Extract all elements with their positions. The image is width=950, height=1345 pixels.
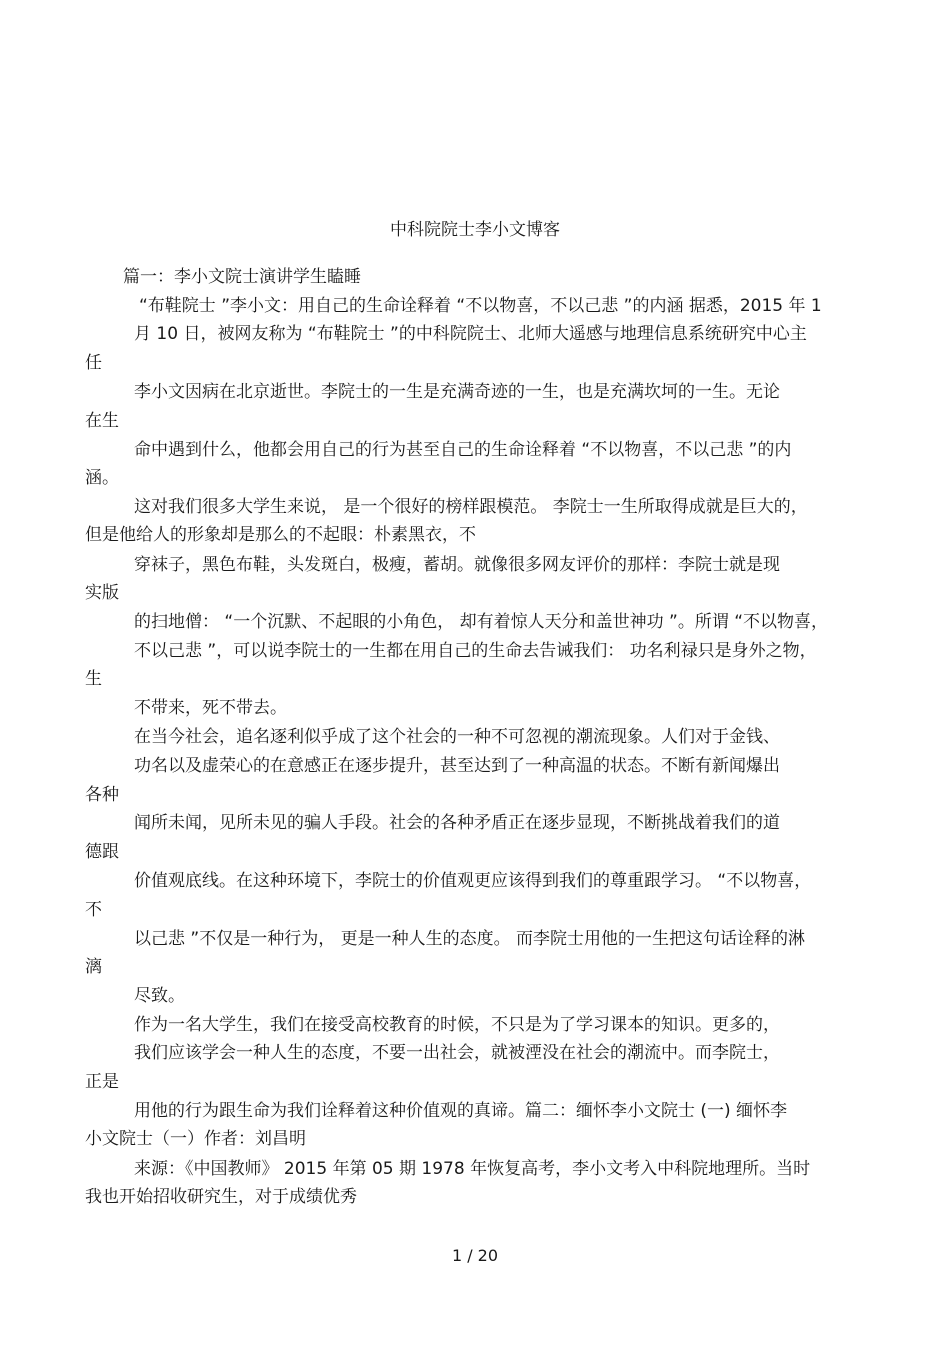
body-line: 德跟 — [85, 842, 119, 862]
body-line: 以己悲 ”不仅是一种行为， 更是一种人生的态度。 而李院士用他的一生把这句话诠释的淋 — [134, 929, 806, 949]
body-line: 我们应该学会一种人生的态度，不要一出社会，就被湮没在社会的潮流中。而李院士， — [134, 1043, 780, 1063]
body-line: 正是 — [85, 1072, 119, 1092]
body-line: 的扫地僧： “一个沉默、不起眼的小角色， 却有着惊人天分和盖世神功 ”。所谓 “不以物喜， — [134, 612, 829, 632]
body-line: 小文院士（一）作者：刘昌明 — [85, 1129, 306, 1149]
body-line: 各种 — [85, 785, 119, 805]
document-title: 中科院院士李小文博客 — [390, 220, 560, 240]
body-line: 我也开始招收研究生，对于成绩优秀 — [85, 1187, 357, 1207]
body-line: 尽致。 — [134, 986, 185, 1006]
body-line: 但是他给人的形象却是那么的不起眼：朴素黑衣，不 — [85, 525, 476, 545]
body-line: 在当今社会，追名逐利似乎成了这个社会的一种不可忽视的潮流现象。人们对于金钱、 — [134, 727, 780, 747]
body-line: 价值观底线。在这种环境下，李院士的价值观更应该得到我们的尊重跟学习。 “不以物喜， — [134, 871, 812, 891]
body-line: “布鞋院士 ”李小文：用自己的生命诠释着 “不以物喜，不以己悲 ”的内涵 据悉，2015 年 1 — [139, 296, 822, 316]
body-line: 在生 — [85, 411, 119, 431]
page-indicator: 1 / 20 — [451, 1246, 499, 1265]
body-line: 涵。 — [85, 468, 119, 488]
body-line: 不带来，死不带去。 — [134, 698, 287, 718]
body-line: 功名以及虚荣心的在意感正在逐步提升，甚至达到了一种高温的状态。不断有新闻爆出 — [134, 756, 780, 776]
body-line: 不 — [85, 900, 102, 920]
body-line: 作为一名大学生，我们在接受高校教育的时候，不只是为了学习课本的知识。更多的， — [134, 1015, 780, 1035]
body-line: 来源：《中国教师》 2015 年第 05 期 1978 年恢复高考，李小文考入中科院地理所。当时 — [134, 1159, 811, 1179]
body-line: 闻所未闻，见所未见的骗人手段。社会的各种矛盾正在逐步显现，不断挑战着我们的道 — [134, 813, 780, 833]
body-line: 生 — [85, 669, 102, 689]
body-line: 月 10 日，被网友称为 “布鞋院士 ”的中科院院士、北师大遥感与地理信息系统研究中心主 — [134, 324, 807, 344]
body-line: 不以己悲 ”，可以说李院士的一生都在用自己的生命去告诫我们： 功名利禄只是身外之物， — [134, 641, 817, 661]
body-line: 这对我们很多大学生来说， 是一个很好的榜样跟模范。 李院士一生所取得成就是巨大的， — [134, 497, 808, 517]
body-line: 实版 — [85, 583, 119, 603]
body-line: 用他的行为跟生命为我们诠释着这种价值观的真谛。篇二：缅怀李小文院士 (一) 缅怀李 — [134, 1101, 788, 1121]
body-line: 命中遇到什么，他都会用自己的行为甚至自己的生命诠释着 “不以物喜，不以己悲 ”的内 — [134, 440, 792, 460]
body-line: 穿袜子，黑色布鞋，头发斑白，极瘦，蓄胡。就像很多网友评价的那样：李院士就是现 — [134, 555, 780, 575]
body-line: 李小文因病在北京逝世。李院士的一生是充满奇迹的一生，也是充满坎坷的一生。无论 — [134, 382, 780, 402]
section-heading: 篇一：李小文院士演讲学生瞌睡 — [123, 267, 361, 287]
body-line: 漓 — [85, 957, 102, 977]
body-line: 任 — [85, 353, 102, 373]
